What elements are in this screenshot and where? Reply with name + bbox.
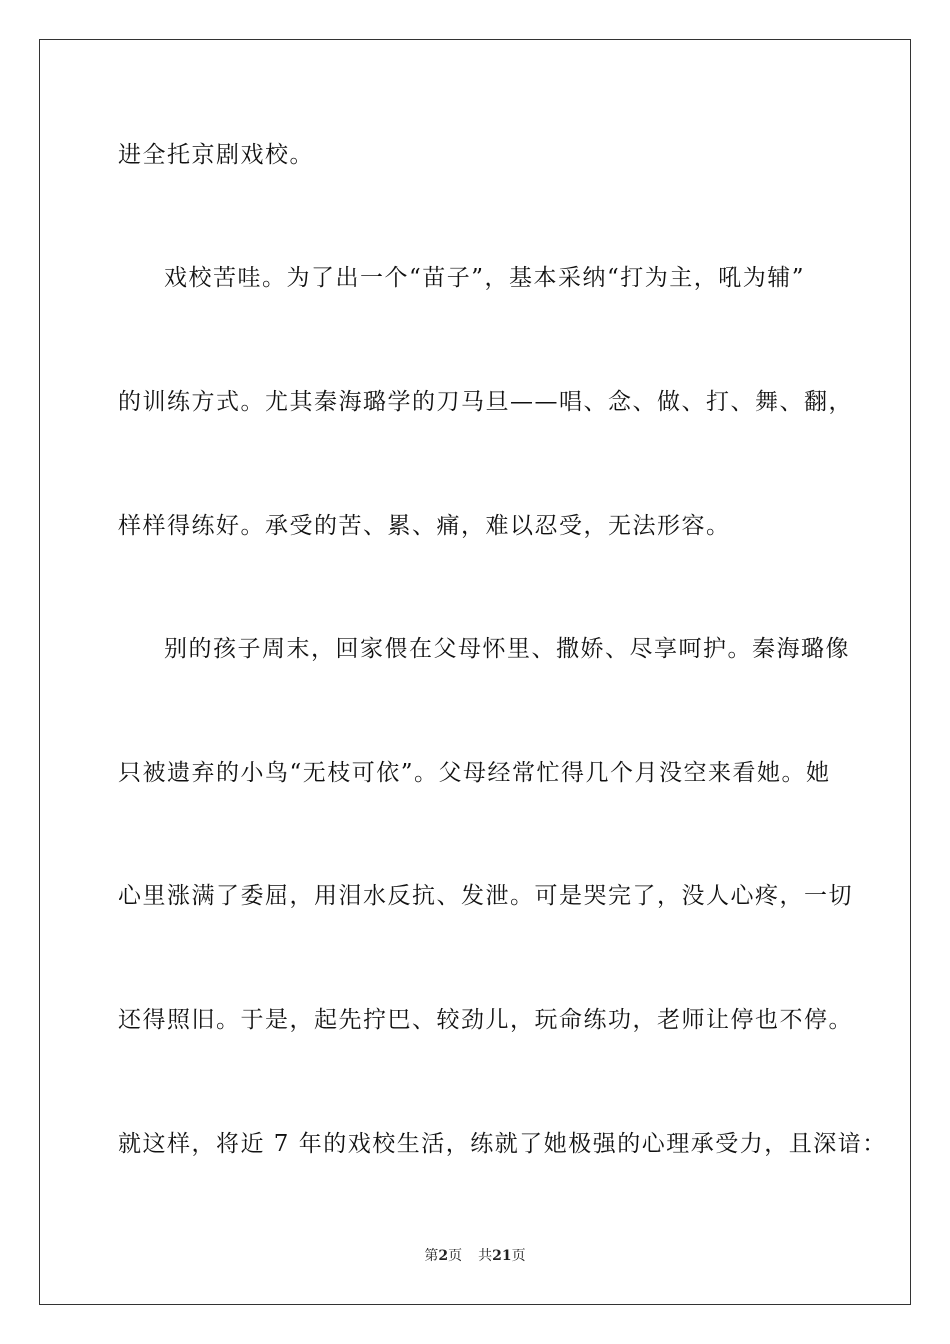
text-line-1: 进全托京剧戏校。 bbox=[118, 142, 314, 168]
page-footer bbox=[0, 1247, 950, 1265]
text-line-3: 的训练方式。尤其秦海璐学的刀马旦——唱、念、做、打、舞、翻， bbox=[118, 389, 853, 415]
text-line-6: 只被遗弃的小鸟“无枝可依”。父母经常忙得几个月没空来看她。她 bbox=[118, 760, 831, 786]
text-line-5: 别的孩子周末，回家偎在父母怀里、撒娇、尽享呵护。秦海璐像 bbox=[164, 636, 850, 662]
page-number: 2 bbox=[438, 1248, 449, 1264]
text-line-8: 还得照旧。于是，起先拧巴、较劲儿，玩命练功，老师让停也不停。 bbox=[118, 1007, 853, 1033]
total-pages: 21 bbox=[492, 1248, 512, 1264]
page-prefix: 第 bbox=[424, 1248, 439, 1264]
page-suffix: 页 bbox=[448, 1248, 463, 1264]
text-line-2: 戏校苦哇。为了出一个“苗子”，基本采纳“打为主，吼为辅” bbox=[164, 265, 806, 291]
text-line-9: 就这样，将近 7 年的戏校生活，练就了她极强的心理承受力，且深谙： bbox=[118, 1131, 887, 1157]
page-border bbox=[39, 39, 911, 1305]
total-prefix: 共 bbox=[478, 1248, 493, 1264]
text-line-4: 样样得练好。承受的苦、累、痛，难以忍受，无法形容。 bbox=[118, 513, 731, 539]
total-suffix: 页 bbox=[511, 1248, 526, 1264]
text-line-7: 心里涨满了委屈，用泪水反抗、发泄。可是哭完了，没人心疼，一切 bbox=[118, 883, 853, 909]
